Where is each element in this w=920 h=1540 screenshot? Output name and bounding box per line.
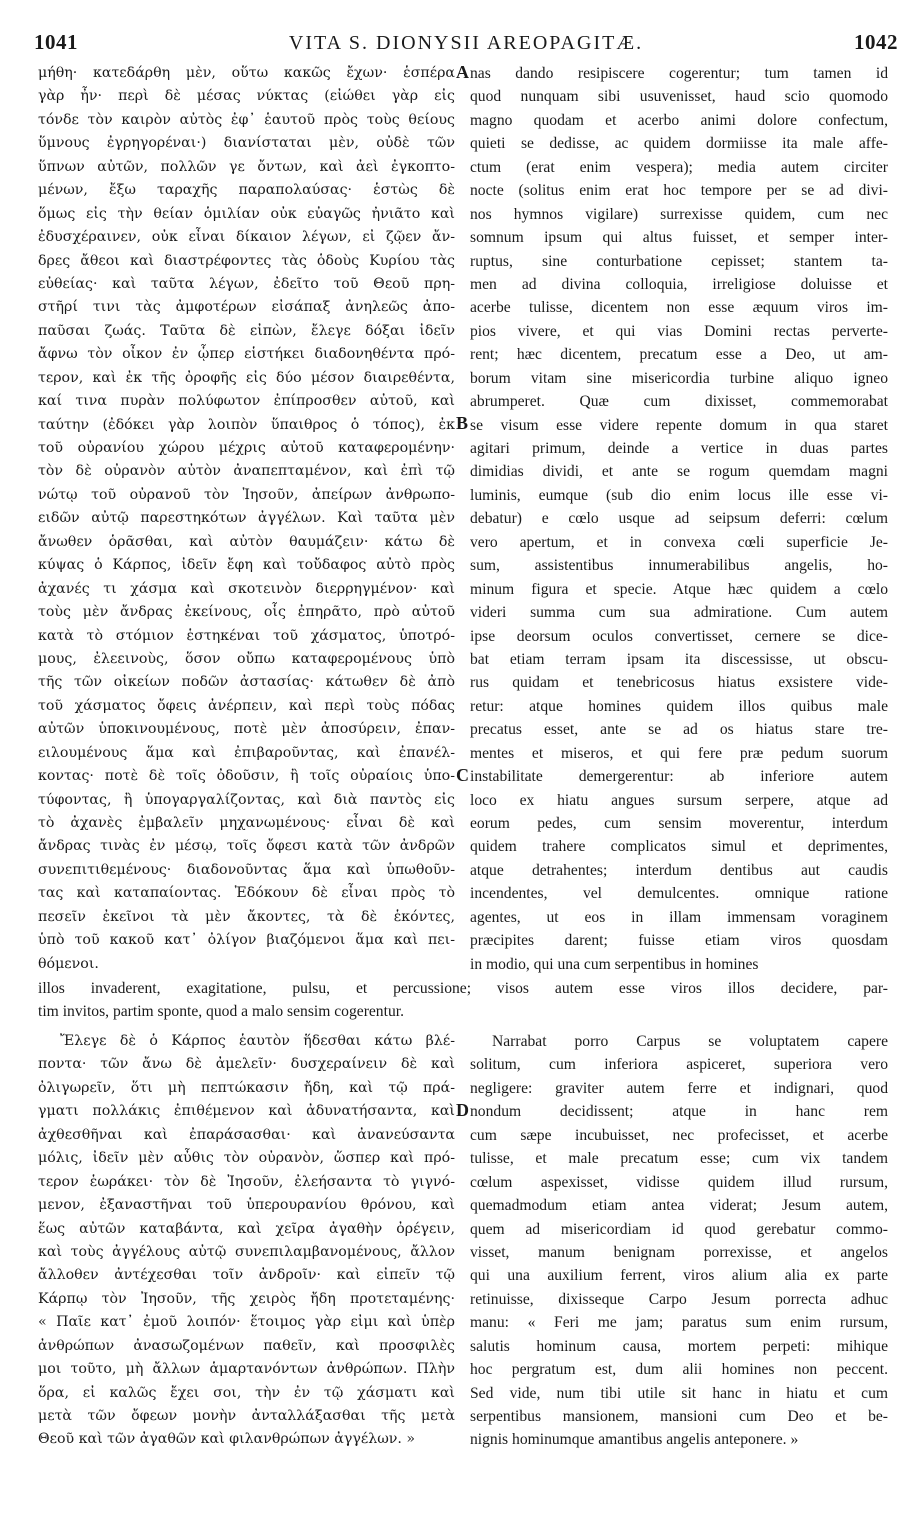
greek-text-line: ὕμνους ἐγρηγορέναι·) διανίσταται μὲν, οὐδὲ τῶν <box>38 135 455 152</box>
greek-text-line: στῆρί τινι τὰς ἀμφοτέρων εἰσάπαξ ἀνηλεῶς ἀπο- <box>38 299 455 316</box>
greek-text-line: γὰρ ἦν· περὶ δὲ μέσας νύκτας (εἰώθει γὰρ εἰς <box>38 88 455 105</box>
greek-text-line: μοι τοῦτο, μὴ ἄλλων ἁμαρτανόντων ἀνθρώπων. Πλὴν <box>38 1361 455 1378</box>
latin-text-line: acerbe tulisse, dicentem non esse æquum viros im- <box>470 299 888 317</box>
latin-text-line: quod nunquam sibi usuvenisset, haud scio quomodo <box>470 88 888 106</box>
latin-text-line: quemadmodum etiam antea viderat; Jesum autem, <box>470 1197 888 1215</box>
latin-text-line: serpentibus mansionem, mansioni cum Deo et be- <box>470 1408 888 1425</box>
greek-text-line: καὶ τοὺς ἀγγέλους αὐτῷ συνεπιλαμβανομένους, ἄλλον <box>38 1243 455 1260</box>
latin-text-line: debatur) e cœlo usque ad seipsum deferri: cœlum <box>470 510 888 528</box>
greek-text-line: « Παῖε κατ᾽ ἐμοῦ λοιπόν· ἕτοιμος γὰρ εἰμι καὶ ὑπὲρ <box>38 1314 455 1331</box>
greek-text-line: τῆς τῶν οἰκείων ποδῶν ἀστασίας· κάτωθεν δὲ ἀπὸ <box>38 674 455 691</box>
greek-text-line: πεσεῖν ἐκεῖνοι τὰ μὲν ἄκοντες, τὰ δὲ ἑκόντες, <box>38 908 455 925</box>
latin-text-line: bat etiam terram ipsam ita discessisse, ut obscu- <box>470 650 888 668</box>
greek-text-line: ἀνθρώπων ἀνασωζομένων παθεῖν, καὶ προσφιλὲς <box>38 1337 455 1354</box>
latin-text-line: salutis hominum causa, mortem perpeti: mihique <box>470 1337 888 1355</box>
latin-text-line: incendentes, vel demulcentes. omnique ratione <box>470 885 888 903</box>
greek-text-line: τερον ἑωράκει· τὸν δὲ Ἰησοῦν, ἐλεήσαντα τὸ γιγνό- <box>38 1173 455 1190</box>
latin-text-line: borum vitam sine misericordia turbine aliquo igneo <box>470 369 888 387</box>
latin-text-line: retur: atque homines quidem illos quibus male <box>470 697 888 715</box>
latin-text-line: in modio, qui una cum serpentibus in homines <box>470 955 759 973</box>
greek-text-line: ἄνδρας τινὰς ἐν μέσῳ, τοῖς ὄφεσι κατὰ τῶν ἀνδρῶν <box>38 838 455 855</box>
latin-text-line: retinuisse, dixisseque Carpo Jesum porrecta adhuc <box>470 1290 888 1308</box>
greek-text-line: ἄλλοθεν ἀντέχεσθαι τοῖν ἀνδροῖν· καὶ εἰπεῖν τῷ <box>38 1267 455 1284</box>
section-marker-b: B <box>456 413 469 433</box>
latin-text-line: atque detrahentes; interdum dentibus aut caudis <box>470 861 888 879</box>
latin-text-line: quieti se dedisse, ac quidem dormiisse ita male affe- <box>470 135 888 153</box>
greek-text-line: κύψας ὁ Κάρπος, ἰδεῖν ἔφη καὶ τοὔδαφος αὐτὸ πρὸς <box>38 557 455 574</box>
latin-text-line: pios vivere, et qui vias Domini rectas perverte- <box>470 322 888 340</box>
page-number-left: 1041 <box>34 30 78 54</box>
greek-text-line: τὸ ἀχανὲς ἐμβαλεῖν μηχανωμένους· εἶναι δὲ καὶ <box>38 815 455 831</box>
latin-text-line: nondum decidissent; atque in hanc rem <box>470 1103 888 1121</box>
greek-text-line: Θεοῦ καὶ τῶν ἀγαθῶν καὶ φιλανθρώπων ἀγγέλων. » <box>38 1431 416 1448</box>
latin-text-line: videri summa cum sua admiratione. Cum autem <box>470 604 888 622</box>
greek-text-line: μόλις, ἰδεῖν μὲν αὖθις τὸν οὐρανὸν, ὥσπερ καὶ πρό- <box>38 1150 455 1167</box>
latin-text-line: eorum pedes, cum sensim moverentur, interdum <box>470 815 888 832</box>
greek-text-line: δρες ἄθεοι καὶ διαστρέφοντες τὰς ὁδοὺς Κυρίου τὰς <box>38 252 455 269</box>
greek-text-line: τερον, καὶ ἐκ τῆς ὀροφῆς εἰς δύο μέσον διαιρεθέντα, <box>38 369 455 386</box>
latin-text-line: ruptus, sine conturbatione cepisset; stantem ta- <box>470 252 888 270</box>
latin-text-line: sum, assistentibus innumerabilibus angelis, ho- <box>470 557 888 575</box>
greek-text-line: ταύτην (ἐδόκει γὰρ λοιπὸν ὕπαιθρος ὁ τόπος), ἐκ <box>38 416 455 433</box>
greek-text-line: ειλουμένους ἅμα καὶ ἐπιβαροῦντας, καὶ ἐπανέλ- <box>38 744 455 761</box>
greek-text-line: καί τινα πυρὰν πολύφωτον ἐπίπροσθεν αὐτοῦ, καὶ <box>38 393 455 410</box>
greek-text-line: αὐτῶν ὑποκινουμένους, ποτὲ μὲν ἀποσύρειν, ἐπαν- <box>38 721 455 738</box>
running-header <box>34 30 898 60</box>
greek-text-line: ἄνωθεν ὁρᾶσθαι, καὶ αὐτὸν θαυμάζειν· κάτω δὲ <box>38 533 455 550</box>
latin-text-line: illos invaderent, exagitatione, pulsu, et percussione; visos autem esse viros illos decidere, par- <box>38 980 888 997</box>
latin-text-line: quem ad misericordiam id quod gerebatur commo- <box>470 1220 888 1238</box>
greek-text-line: μους, ἐλεεινοὺς, ὅσον οὔπω καταφερομένους ὑπὸ <box>38 650 455 667</box>
greek-text-line: τύφοντας, ἢ ὑπογαργαλίζοντας, καὶ διὰ παντὸς εἰς <box>38 791 455 808</box>
greek-text-line: παῦσαι ζωάς. Ταῦτα δὲ εἰπὼν, ἔλεγε δόξαι ἰδεῖν <box>38 322 455 339</box>
latin-text-line: cœlum aspexisset, vidisse quidem illud rursum, <box>470 1173 888 1191</box>
latin-text-line: nas dando resipiscere cogerentur; tum tamen id <box>470 65 888 82</box>
greek-text-line: ὅμως εἰς τὴν θείαν ὁμιλίαν οὐκ εὐαγῶς ἠνιᾶτο καὶ <box>38 205 455 222</box>
latin-text-line: Sed vide, num tibi utile sit hanc in hiatu et cum <box>470 1384 888 1402</box>
greek-text-line: μήθη· κατεδάρθη μὲν, οὕτω κακῶς ἔχων· ἑσπέρα <box>38 65 455 81</box>
greek-text-line: ειδῶν αὐτῷ παρεστηκότων ἀγγέλων. Καὶ ταῦτα μὲν <box>38 510 455 527</box>
latin-text-line: agentes, ut eos in illam immensam voraginem <box>470 908 888 926</box>
section-marker-a: A <box>456 62 469 82</box>
greek-text-line: ἀχανές τι χάσμα καὶ σκοτεινὸν διερρηγμένον· καὶ <box>38 580 455 597</box>
latin-text-line: tulisse, et male precatum esse; cum vix tandem <box>470 1150 888 1168</box>
latin-text-line: manu: « Feri me jam; paratus sum enim rursum, <box>470 1314 888 1332</box>
greek-text-line: κατὰ τὸ στόμιον ἑστηκέναι τοῦ χάσματος, ὑποτρό- <box>38 627 455 644</box>
greek-text-line: ὑπὸ τοῦ κακοῦ κατ᾽ ὀλίγον βιαζόμενοι ἅμα καὶ πει- <box>38 932 455 949</box>
latin-text-line: ipse deorsum oculos convertisset, cernere se dice- <box>470 627 888 645</box>
latin-text-line: negligere: graviter autem ferre et indignari, quod <box>470 1079 888 1097</box>
greek-text-line: συνεπιτιθεμένους· διαδονοῦντας ἅμα καὶ ὑπωθοῦν- <box>38 861 455 878</box>
greek-text-line: ἄφνω τὸν οἶκον ἐν ᾧπερ εἱστήκει διαδονηθέντα πρό- <box>38 346 455 363</box>
latin-text-line: mentes et miseros, et qui fere præ pedum suorum <box>470 744 888 762</box>
greek-text-line: εὐθείας· καὶ ταῦτα λέγων, ἐδεῖτο τοῦ Θεοῦ πρη- <box>38 275 455 292</box>
latin-text-line: magno quodam et acerbo animi dolore confectum, <box>470 111 888 129</box>
greek-text-line: τοῦ χάσματος ὄφεις ἀνέρπειν, καὶ περὶ τοὺς πόδας <box>38 697 455 714</box>
latin-text-line: dimidias dividi, et ante se rogum quemdam magni <box>470 463 888 481</box>
greek-text-line: θόμενοι. <box>38 955 99 972</box>
greek-text-line: γματι πολλάκις ἐπιθέμενον καὶ ἀδυνατήσαντα, καὶ <box>38 1103 455 1120</box>
greek-text-line: Κάρπῳ τὸν Ἰησοῦν, τῆς χειρὸς ἤδη προτεταμένης· <box>38 1290 455 1307</box>
latin-text-line: visset, manum benignam porrexisse, et angelos <box>470 1243 888 1261</box>
latin-text-line: solitum, cum inferiora aspiceret, superiora vero <box>470 1056 888 1074</box>
greek-text-line: ὅρα, εἰ καλῶς ἔχει σοι, τὴν ἐν τῷ χάσματι καὶ <box>38 1384 455 1401</box>
latin-text-line: somnum ipsum qui altus fuisset, et semper inter- <box>470 229 888 247</box>
greek-text-line: νώτῳ τοῦ οὐρανοῦ τὸν Ἰησοῦν, ἀπείρων ἀνθρωπο- <box>38 486 455 503</box>
greek-text-line: μενον, ἐξαναστῆναι τοῦ ὑπερουρανίου θρόνου, καὶ <box>38 1197 455 1214</box>
latin-column-bottom <box>470 1030 888 1452</box>
latin-text-line: instabilitate demergerentur: ab inferiore autem <box>470 768 888 786</box>
latin-text-line: hoc pergratum est, dum alii homines non peccent. <box>470 1361 888 1379</box>
latin-text-line: abrumperet. Quæ cum dixisset, commemorabat <box>470 393 888 411</box>
latin-text-line: se visum esse videre repente domum in qua staret <box>470 416 888 434</box>
greek-text-line: μετὰ τῶν ὄφεων μονὴν ἀνταλλάξασθαι τῆς μετὰ <box>38 1408 455 1424</box>
greek-text-line: τοῦ οὐρανίου χώρου μέχρις αὐτοῦ καταφερομένην· <box>38 440 455 456</box>
latin-text-line: Narrabat porro Carpus se voluptatem capere <box>492 1033 888 1050</box>
page-number-right: 1042 <box>854 30 898 54</box>
greek-text-line: τὸν δὲ οὐρανὸν αὐτὸν ἀναπεπταμένον, καὶ ἐπὶ τῷ <box>38 463 455 480</box>
latin-text-line: vero apertum, et in convexa cœli superficie Je- <box>470 533 888 551</box>
greek-text-line: τόνδε τὸν καιρὸν αὐτὸς ἐφ᾽ ἑαυτοῦ πρὸς τοὺς θείους <box>38 111 455 128</box>
latin-text-line: præcipites darent; fuisse etiam viros quosdam <box>470 932 888 950</box>
full-width-paragraph <box>38 977 888 1024</box>
latin-text-line: precatus esset, ante se ad os hiatus stare tre- <box>470 721 888 739</box>
greek-text-line: τοὺς μὲν ἄνδρας ἐκείνους, οἷς ἐπηρᾶτο, πρὸ αὐτοῦ <box>38 604 455 621</box>
latin-text-line: nocte (solitus enim erat hoc tempore per se ad divi- <box>470 182 888 200</box>
greek-text-line: ἐδυσχέραινεν, οὐκ εἶναι δίκαιον λέγων, εἰ ζῷεν ἄν- <box>38 229 455 246</box>
latin-text-line: tim invitos, partim sponte, quod a malo sensim cogerentur. <box>38 1003 404 1021</box>
greek-text-line: ὕπνων αὐτῶν, πολλῶν γε ὄντων, καὶ ἀεὶ ἐγκοπτο- <box>38 158 455 175</box>
greek-text-line: ἕως αὐτῶν καταβάντα, καὶ χεῖρα ἀγαθὴν ὀρέγειν, <box>38 1220 455 1237</box>
latin-text-line: men ad divina colloquia, irreligiose doluisse et <box>470 275 888 293</box>
latin-text-line: rus quidam et tenebricosus hiatus exsistere vide- <box>470 674 888 692</box>
greek-text-line: μένων, ἔξω ταραχῆς παραπολαύσας· ἑστὼς δὲ <box>38 182 455 199</box>
latin-text-line: quidem trahere complicatos simul et deprimentes, <box>470 838 888 856</box>
latin-column-top <box>470 62 888 976</box>
latin-text-line: nos hymnos vigilare) surrexisse quidem, cum nec <box>470 205 888 223</box>
greek-text-line: τας καὶ καταπαίοντας. Ἐδόκουν δὲ εἶναι πρὸς τὸ <box>38 885 455 902</box>
greek-column-bottom <box>38 1030 455 1452</box>
greek-text-line: Ἔλεγε δὲ ὁ Κάρπος ἑαυτὸν ἥδεσθαι κάτω βλέ- <box>60 1033 455 1049</box>
greek-text-line: ἀχθεσθῆναι καὶ ἐπαράσασθαι· καὶ ἀνανεύσαντα <box>38 1126 455 1143</box>
greek-text-line: κοντας· ποτὲ δὲ τοῖς ὀδοῦσιν, ἢ τοῖς οὐραίοις ὑπο- <box>38 768 455 785</box>
greek-text-line: ποντα· τῶν ἄνω δὲ ἀμελεῖν· δυσχεραίνειν δὲ καὶ <box>38 1056 455 1073</box>
latin-text-line: rent; hæc dicentem, precatum esse a Deo, ut am- <box>470 346 888 364</box>
latin-text-line: minum figura et specie. Atque hæc quidem a cœlo <box>470 580 888 598</box>
latin-text-line: ctum (erat enim vespera); media autem circiter <box>470 158 888 176</box>
latin-text-line: cum sæpe incubuisset, nec profecisset, et acerbe <box>470 1126 888 1144</box>
running-title: VITA S. DIONYSII AREOPAGITÆ. <box>288 32 644 54</box>
latin-text-line: loco ex hiatu angues sursum serpere, atque ad <box>470 791 888 809</box>
latin-text-line: luminis, eumque (sub dio enim locus ille esse vi- <box>470 486 888 504</box>
greek-text-line: ὀλιγωρεῖν, ὅτι μὴ πεπτώκασιν ἤδη, καὶ τῷ πρά- <box>38 1079 455 1096</box>
latin-text-line: nignis hominumque amantibus angelis anteponere. » <box>470 1431 799 1449</box>
section-marker-d: D <box>456 1100 469 1120</box>
latin-text-line: qui una auxilium ferrent, viros alium alia ex parte <box>470 1267 888 1285</box>
latin-text-line: agitari primum, deinde a vertice in duas partes <box>470 440 888 457</box>
section-marker-c: C <box>456 765 469 785</box>
greek-column-top <box>38 62 455 976</box>
